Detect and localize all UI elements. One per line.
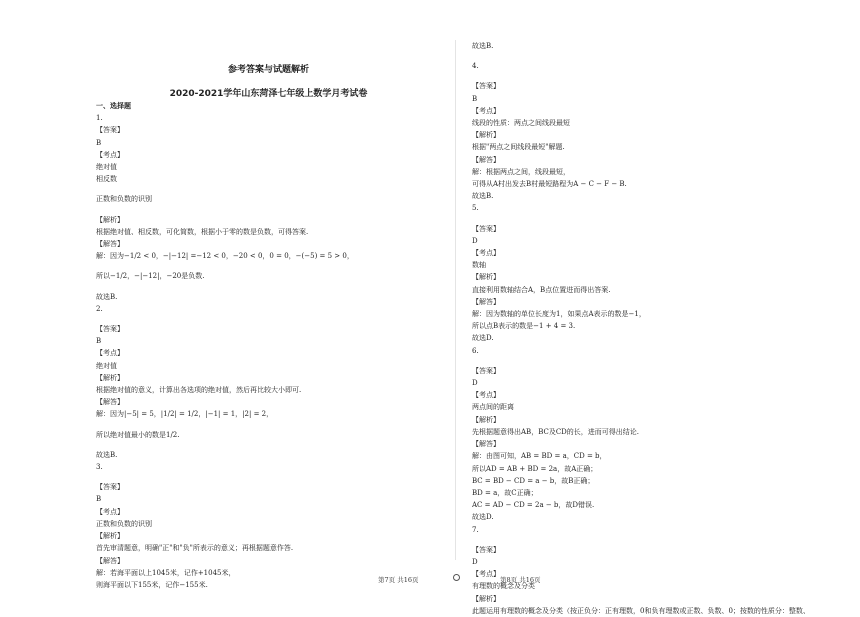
text-line: BC = BD − CD = a − b，故B正确；	[472, 476, 595, 485]
text-line: D	[472, 236, 478, 245]
spacer	[96, 315, 441, 323]
text-line: 所以−1/2，−|−12|，−20是负数.	[96, 272, 205, 281]
text-line: 【解析】	[472, 131, 500, 140]
text-line: 【考点】	[472, 249, 500, 258]
page-divider	[455, 40, 456, 560]
text-line: 故选B.	[472, 42, 494, 50]
text-line: 直接利用数轴结合A，B点位置进而得出答案.	[472, 285, 611, 294]
text-line: 故选D.	[472, 334, 494, 343]
text-line: 所以AD = AB + BD = 2a，故A正确；	[472, 464, 598, 473]
text-line: 【答案】	[96, 126, 124, 135]
text-line: 【答案】	[472, 366, 500, 375]
text-line: D	[472, 557, 478, 566]
text-line: 4.	[472, 62, 479, 71]
text-line: 根据绝对值的意义，计算出各选项的绝对值，然后再比较大小即可.	[96, 386, 302, 395]
right-page-number: 第8页 共16页	[500, 576, 541, 584]
text-line: 【解答】	[472, 440, 500, 449]
text-line: 相反数	[96, 175, 117, 184]
spacer	[472, 357, 832, 365]
spacer	[472, 52, 832, 60]
spacer	[96, 283, 441, 291]
spacer	[96, 421, 441, 429]
text-line: AC = AD − CD = 2a − b，故D错误.	[472, 501, 595, 510]
text-line: 解：若海平面以上1045米，记作+1045米，	[96, 568, 236, 577]
text-line: 解：因为数轴的单位长度为1，如果点A表示的数是−1，	[472, 310, 646, 319]
text-line: 1.	[96, 114, 103, 123]
text-line: 【考点】	[96, 349, 124, 358]
spacer	[96, 206, 441, 214]
spacer	[96, 441, 441, 449]
text-line: 数轴	[472, 261, 486, 270]
text-line: 【答案】	[472, 545, 500, 554]
text-line: 绝对值	[96, 163, 117, 172]
text-line: 【答案】	[96, 325, 124, 334]
text-line: 【考点】	[472, 106, 500, 115]
text-line: 【考点】	[96, 507, 124, 516]
text-line: 根据绝对值、相反数，可化简数，根据小于零的数是负数，可得答案.	[96, 227, 309, 236]
text-line: 此题运用有理数的概念及分类（按正负分：正有理数，0和负有理数或正数、负数、0；按数的性质分：整数、	[472, 606, 810, 615]
right-page-column	[472, 40, 832, 617]
text-line: BD = a，故C正确；	[472, 488, 538, 497]
text-line: 3.	[96, 463, 103, 472]
text-line: 【答案】	[96, 483, 124, 492]
left-page-column	[96, 100, 441, 591]
text-line: 所以绝对值最小的数是1/2.	[96, 430, 180, 439]
text-line: 一、选择题	[96, 102, 131, 110]
spacer	[472, 215, 832, 223]
text-line: 6.	[472, 346, 479, 355]
text-line: 7.	[472, 525, 479, 534]
text-line: 故选D.	[472, 513, 494, 522]
text-line: 【解答】	[96, 556, 124, 565]
spacer	[472, 536, 832, 544]
exam-title: 2020-2021学年山东菏泽七年级上数学月考试卷	[169, 89, 368, 99]
text-line: 2.	[96, 304, 103, 313]
left-page-number: 第7页 共16页	[378, 576, 419, 584]
spacer	[96, 473, 441, 481]
text-line: 线段的性质：两点之间线段最短	[472, 119, 570, 128]
text-line: 【解答】	[96, 398, 124, 407]
text-line: 【解析】	[472, 415, 500, 424]
text-line: 可得从A村出发去B村最短路程为A − C − F − B.	[472, 180, 627, 189]
text-line: B	[96, 138, 102, 147]
text-line: 【解析】	[96, 373, 124, 382]
text-line: 【解析】	[96, 215, 124, 224]
text-line: 【解析】	[472, 594, 500, 603]
text-line: 【答案】	[472, 82, 500, 91]
text-line: D	[472, 379, 478, 388]
text-line: 【考点】	[472, 391, 500, 400]
text-line: 【答案】	[472, 224, 500, 233]
text-line: B	[96, 337, 102, 346]
text-line: 【解析】	[96, 532, 124, 541]
text-line: 解：因为|−5| = 5，|1/2| = 1/2，|−1| = 1，|2| = 2，	[96, 410, 274, 419]
text-line: 【考点】	[472, 570, 500, 579]
spacer	[96, 185, 441, 193]
text-line: 5.	[472, 204, 479, 213]
text-line: 首先审清题意，明确"正"和"负"所表示的意义；再根据题意作答.	[96, 544, 294, 553]
text-line: 先根据题意得出AB，BC及CD的长，进而可得出结论.	[472, 427, 640, 436]
text-line: 【解答】	[472, 297, 500, 306]
text-line: 绝对值	[96, 361, 117, 370]
text-line: 【解答】	[96, 240, 124, 249]
text-line: 有理数的概念及分类	[472, 582, 535, 591]
page-title: 参考答案与试题解析	[227, 65, 309, 75]
text-line: 【解析】	[472, 273, 500, 282]
binding-ring-icon	[453, 574, 460, 581]
text-line: 解：根据两点之间，线段最短，	[472, 167, 570, 176]
text-line: 则海平面以下155米，记作−155米.	[96, 580, 208, 589]
text-line: 【解答】	[472, 155, 500, 164]
text-line: 故选B.	[472, 192, 494, 201]
text-line: 根据"两点之间线段最短"解题.	[472, 143, 565, 152]
text-line: 故选B.	[96, 292, 118, 301]
text-line: 解：因为−1/2 < 0，−|−12| =−12 < 0，−20 < 0，0 = 0，−(−5) = 5 > 0，	[96, 252, 354, 261]
text-line: 所以点B表示的数是−1 + 4 = 3.	[472, 322, 576, 331]
text-line: 【考点】	[96, 150, 124, 159]
text-line: 故选B.	[96, 450, 118, 459]
text-line: 正数和负数的识别	[96, 195, 152, 204]
text-line: 两点间的距离	[472, 403, 514, 412]
spacer	[96, 262, 441, 270]
text-line: 正数和负数的识别	[96, 519, 152, 528]
text-line: B	[96, 495, 102, 504]
spacer	[472, 72, 832, 80]
text-line: 解：由图可知，AB = BD = a，CD = b，	[472, 452, 607, 461]
text-line: B	[472, 94, 478, 103]
